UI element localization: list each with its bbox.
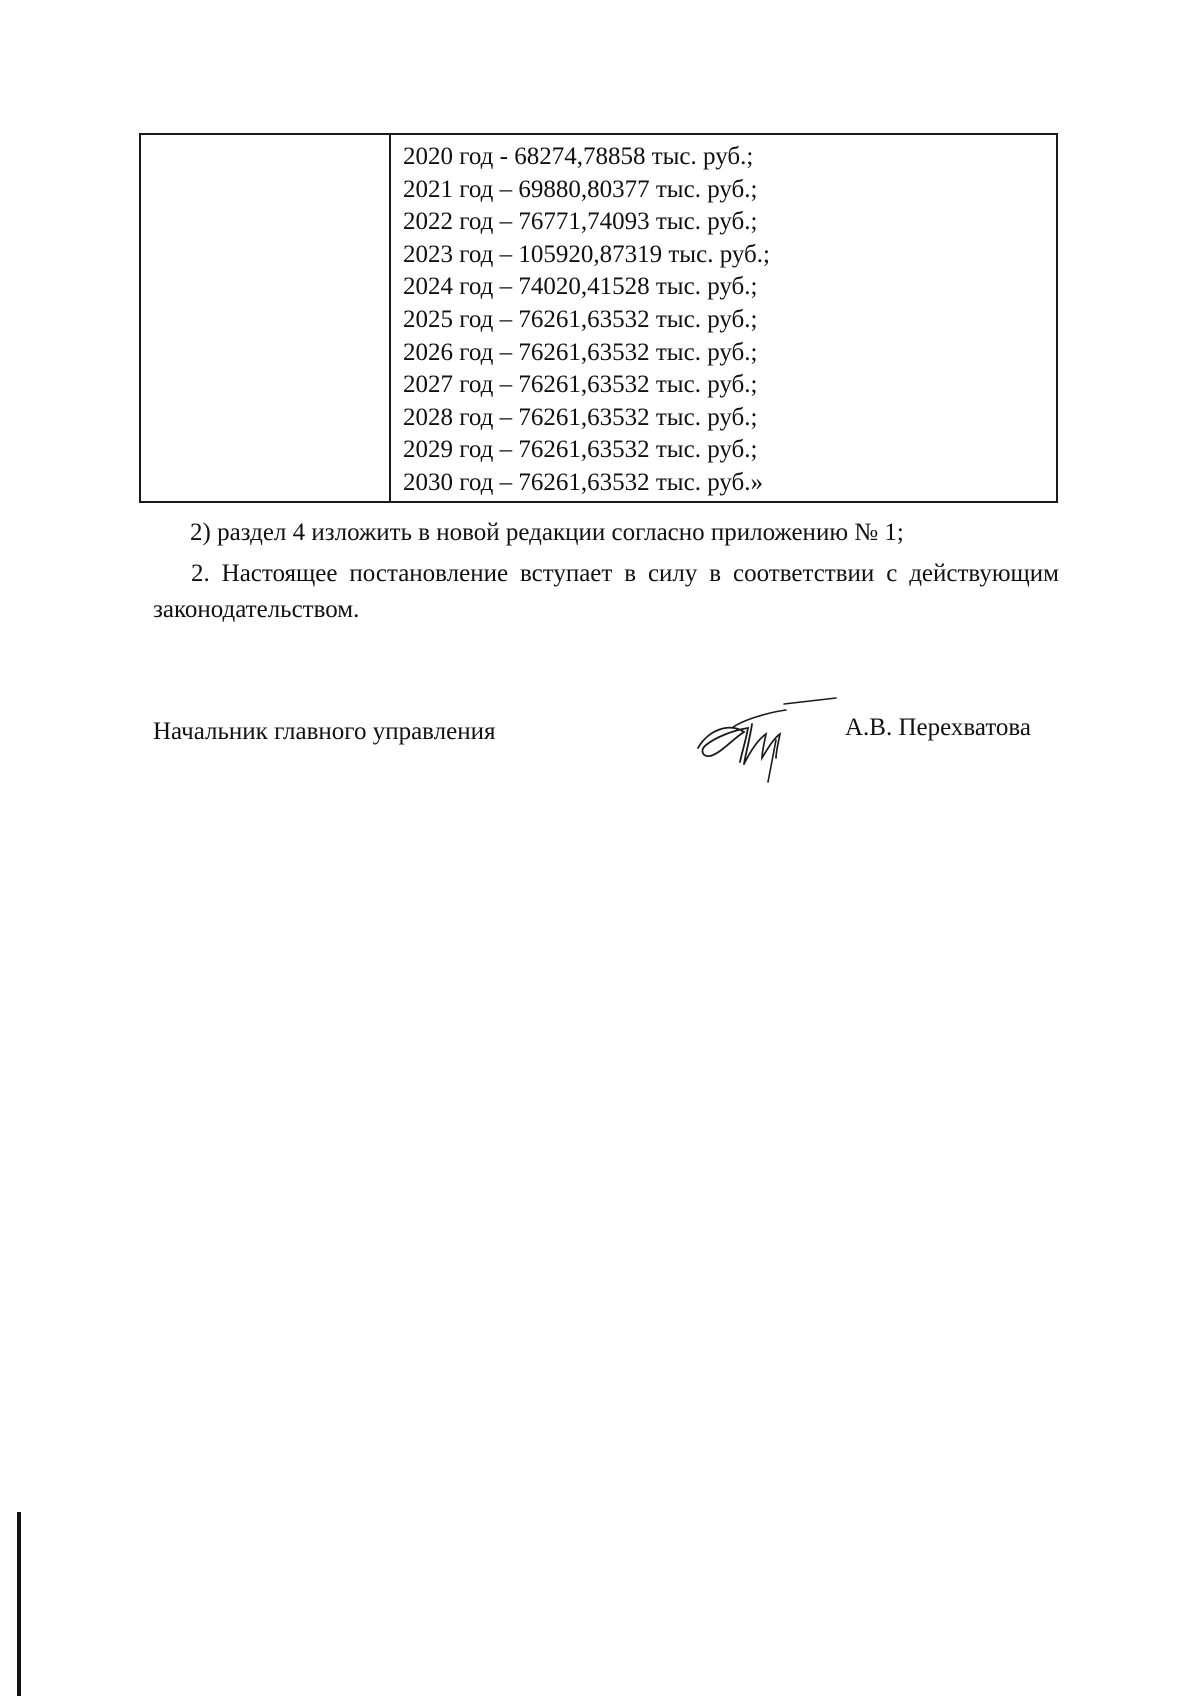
funding-line-2020: 2020 год - 68274,78858 тыс. руб.; (403, 143, 754, 170)
scan-edge-mark (17, 1512, 21, 1696)
handwritten-signature (690, 690, 840, 785)
funding-table (139, 133, 1058, 503)
entry-into-force-paragraph: 2. Настоящее постановление вступает в силу в соответствии с действующим законодательством. (153, 560, 1059, 623)
funding-table-values-cell (391, 135, 1056, 501)
funding-table-label-cell (141, 135, 391, 501)
funding-line-2022: 2022 год – 76771,74093 тыс. руб.; (403, 208, 758, 236)
signatory-name: А.В. Перехватова (845, 714, 1031, 741)
funding-line-2023: 2023 год – 105920,87319 тыс. руб.; (403, 240, 770, 268)
funding-line-2026: 2026 год – 76261,63532 тыс. руб.; (403, 338, 758, 366)
funding-line-2027: 2027 год – 76261,63532 тыс. руб.; (403, 371, 758, 399)
funding-line-2030: 2030 год – 76261,63532 тыс. руб.» (403, 468, 764, 496)
signatory-title: Начальник главного управления (153, 718, 496, 745)
amendment-item-2: 2) раздел 4 изложить в новой редакции согласно приложению № 1; (190, 519, 904, 546)
funding-line-2028: 2028 год – 76261,63532 тыс. руб.; (403, 403, 758, 431)
funding-line-2021: 2021 год – 69880,80377 тыс. руб.; (403, 175, 758, 203)
funding-line-2029: 2029 год – 76261,63532 тыс. руб.; (403, 436, 758, 464)
funding-line-2025: 2025 год – 76261,63532 тыс. руб.; (403, 305, 758, 333)
funding-line-2024: 2024 год – 74020,41528 тыс. руб.; (403, 273, 758, 301)
